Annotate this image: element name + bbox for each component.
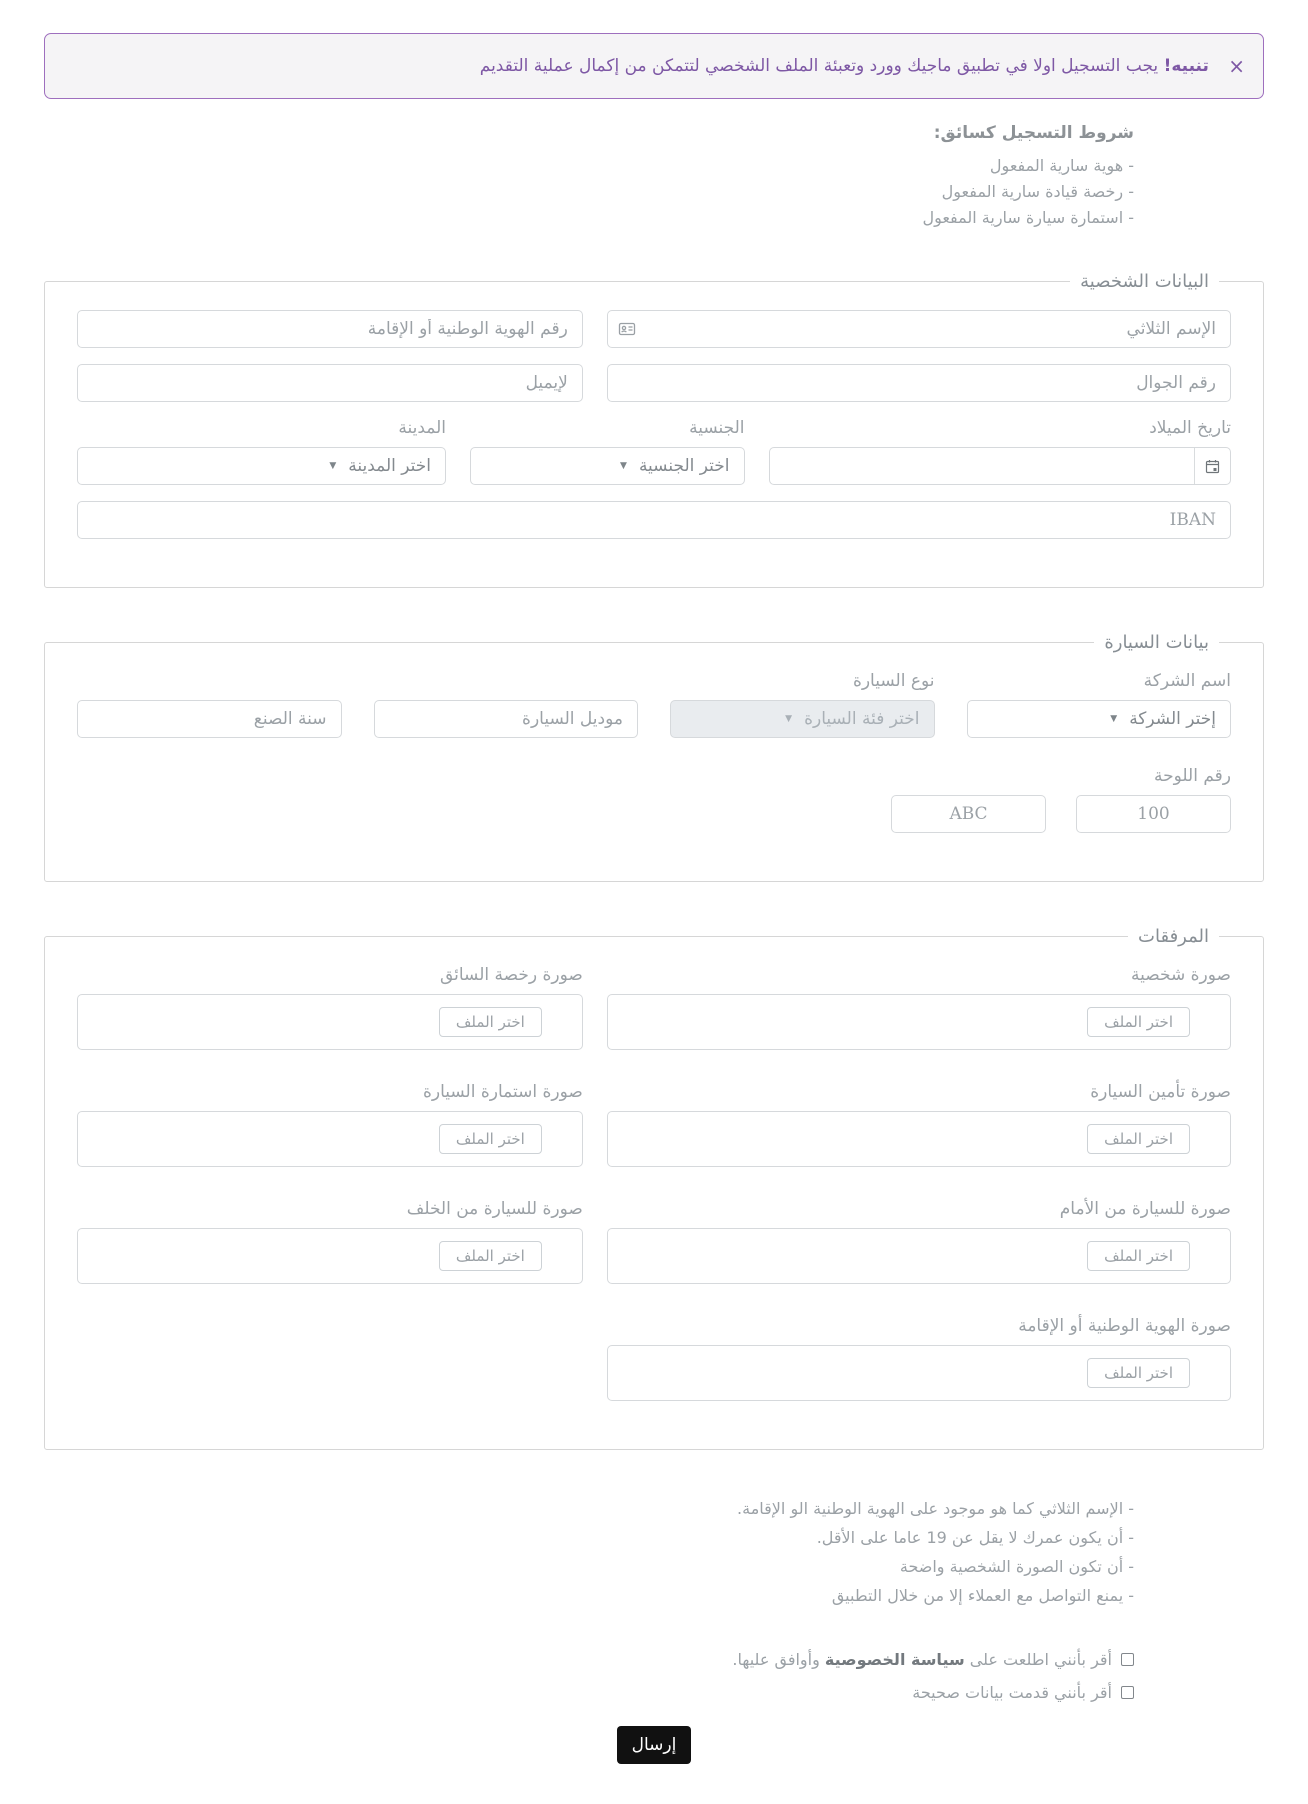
choose-file-button[interactable]: اختر الملف [439, 1241, 542, 1271]
plate-letters-input[interactable] [891, 795, 1046, 833]
plate-row [77, 795, 1231, 833]
privacy-agreement-text: أقر بأنني اطلعت على سياسة الخصوصية وأوافق عليها. [732, 1650, 1112, 1669]
city-select[interactable] [77, 447, 446, 485]
chevron-down-icon: ▼ [329, 461, 337, 471]
correct-data-agreement-row [44, 1683, 1134, 1702]
plate-label: رقم اللوحة [1154, 766, 1231, 786]
iban-input[interactable] [77, 501, 1231, 539]
nationality-selected-value: اختر الجنسية [638, 456, 730, 476]
company-select[interactable] [967, 700, 1232, 738]
birth-date-label: تاريخ الميلاد [1149, 418, 1231, 438]
requirement-item: - هوية سارية المفعول [989, 156, 1134, 175]
alert-message: يجب التسجيل اولا في تطبيق ماجيك وورد وتعبئة الملف الشخصي لتتمكن من إكمال عملية التقديم [479, 56, 1159, 76]
choose-file-button[interactable]: اختر الملف [439, 1007, 542, 1037]
close-icon[interactable]: × [1228, 54, 1245, 78]
car-front-photo-field [607, 1199, 1231, 1284]
attachment-label: صورة للسيارة من الأمام [1059, 1199, 1231, 1219]
car-registration-file-input[interactable] [77, 1111, 583, 1167]
national-id-file-input[interactable] [607, 1345, 1231, 1401]
company-label: اسم الشركة [1143, 671, 1231, 691]
car-registration-photo-field [77, 1082, 583, 1167]
car-model-input[interactable] [374, 700, 639, 738]
submit-row [44, 1726, 1264, 1764]
choose-file-button[interactable]: اختر الملف [1087, 1241, 1190, 1271]
car-insurance-file-input[interactable] [607, 1111, 1231, 1167]
attachment-label: صورة الهوية الوطنية أو الإقامة [1018, 1316, 1231, 1336]
attachments-section [44, 926, 1264, 1450]
nationality-field [470, 418, 744, 485]
attachment-label: صورة شخصية [1131, 965, 1231, 985]
plate-section [77, 766, 1231, 833]
car-insurance-photo-field [607, 1082, 1231, 1167]
car-back-file-input[interactable] [77, 1228, 583, 1284]
birth-date-value[interactable] [770, 448, 1195, 484]
driver-license-file-input[interactable] [77, 994, 583, 1050]
car-data-legend: بيانات السيارة [1104, 632, 1209, 653]
full-name-field [607, 310, 1231, 348]
personal-data-section [44, 271, 1264, 588]
car-type-label: نوع السيارة [852, 671, 935, 691]
calendar-icon[interactable] [1194, 448, 1230, 484]
chevron-down-icon: ▼ [785, 714, 793, 724]
company-selected-value: إختر الشركة [1129, 709, 1216, 729]
chevron-down-icon: ▼ [620, 461, 627, 471]
car-data-section [44, 632, 1264, 882]
national-id-photo-field [607, 1316, 1231, 1401]
privacy-checkbox[interactable] [1121, 1653, 1134, 1666]
attachment-label: صورة رخصة السائق [439, 965, 583, 985]
correct-data-checkbox[interactable] [1121, 1686, 1134, 1699]
attachments-legend: المرفقات [1138, 926, 1209, 947]
note-item: - أن يكون عمرك لا يقل عن 19 عاما على الأقل. [816, 1528, 1134, 1547]
privacy-agreement-row [44, 1650, 1134, 1669]
car-type-field [670, 671, 935, 738]
personal-row-3 [77, 418, 1231, 485]
agreements [44, 1650, 1134, 1702]
choose-file-button[interactable]: اختر الملف [439, 1124, 542, 1154]
iban-row [77, 501, 1231, 539]
choose-file-button[interactable]: اختر الملف [1087, 1358, 1190, 1388]
car-row-1 [77, 671, 1231, 738]
car-type-select[interactable] [670, 700, 935, 738]
full-name-input[interactable] [607, 310, 1231, 348]
nationality-label: الجنسية [689, 418, 745, 438]
attachment-label: صورة استمارة السيارة [422, 1082, 583, 1102]
submit-button[interactable]: إرسال [617, 1726, 692, 1764]
choose-file-button[interactable]: اختر الملف [1087, 1007, 1190, 1037]
mobile-input[interactable] [607, 364, 1231, 402]
attachments-grid [77, 965, 1231, 1401]
driver-license-photo-field [77, 965, 583, 1050]
privacy-policy-link[interactable]: سياسة الخصوصية [824, 1650, 965, 1669]
manufacture-year-input[interactable] [77, 700, 342, 738]
chevron-down-icon: ▼ [1110, 714, 1118, 724]
city-field [77, 418, 446, 485]
requirement-item: - رخصة قيادة سارية المفعول [941, 182, 1134, 201]
attachment-label: صورة للسيارة من الخلف [406, 1199, 583, 1219]
note-item: - الإسم الثلاثي كما هو موجود على الهوية الوطنية الو الإقامة. [737, 1499, 1134, 1518]
notes-list [44, 1494, 1134, 1610]
personal-photo-field [607, 965, 1231, 1050]
alert-title: تنبيه! [1163, 56, 1209, 76]
birth-date-input[interactable] [769, 447, 1232, 485]
note-item: - يمنع التواصل مع العملاء إلا من خلال التطبيق [831, 1586, 1134, 1605]
correct-data-agreement-text: أقر بأنني قدمت بيانات صحيحة [912, 1683, 1112, 1702]
email-input[interactable] [77, 364, 583, 402]
requirement-item: - استمارة سيارة سارية المفعول [922, 208, 1134, 227]
attachment-label: صورة تأمين السيارة [1090, 1082, 1231, 1102]
alert-banner [44, 33, 1264, 99]
city-selected-value: اختر المدينة [348, 456, 432, 476]
car-type-selected-value: اختر فئة السيارة [804, 709, 920, 729]
choose-file-button[interactable]: اختر الملف [1087, 1124, 1190, 1154]
registration-requirements [44, 123, 1134, 231]
birth-date-field [769, 418, 1232, 485]
personal-data-legend: البيانات الشخصية [1080, 271, 1209, 292]
nationality-select[interactable] [470, 447, 744, 485]
note-item: - أن تكون الصورة الشخصية واضحة [899, 1557, 1134, 1576]
company-field [967, 671, 1232, 738]
personal-photo-file-input[interactable] [607, 994, 1231, 1050]
personal-row-1 [77, 310, 1231, 348]
requirements-title: شروط التسجيل كسائق: [933, 123, 1134, 143]
national-id-input[interactable] [77, 310, 583, 348]
plate-number-input[interactable] [1076, 795, 1231, 833]
city-label: المدينة [398, 418, 447, 438]
car-front-file-input[interactable] [607, 1228, 1231, 1284]
id-card-icon [618, 320, 636, 338]
car-back-photo-field [77, 1199, 583, 1284]
personal-row-2 [77, 364, 1231, 402]
